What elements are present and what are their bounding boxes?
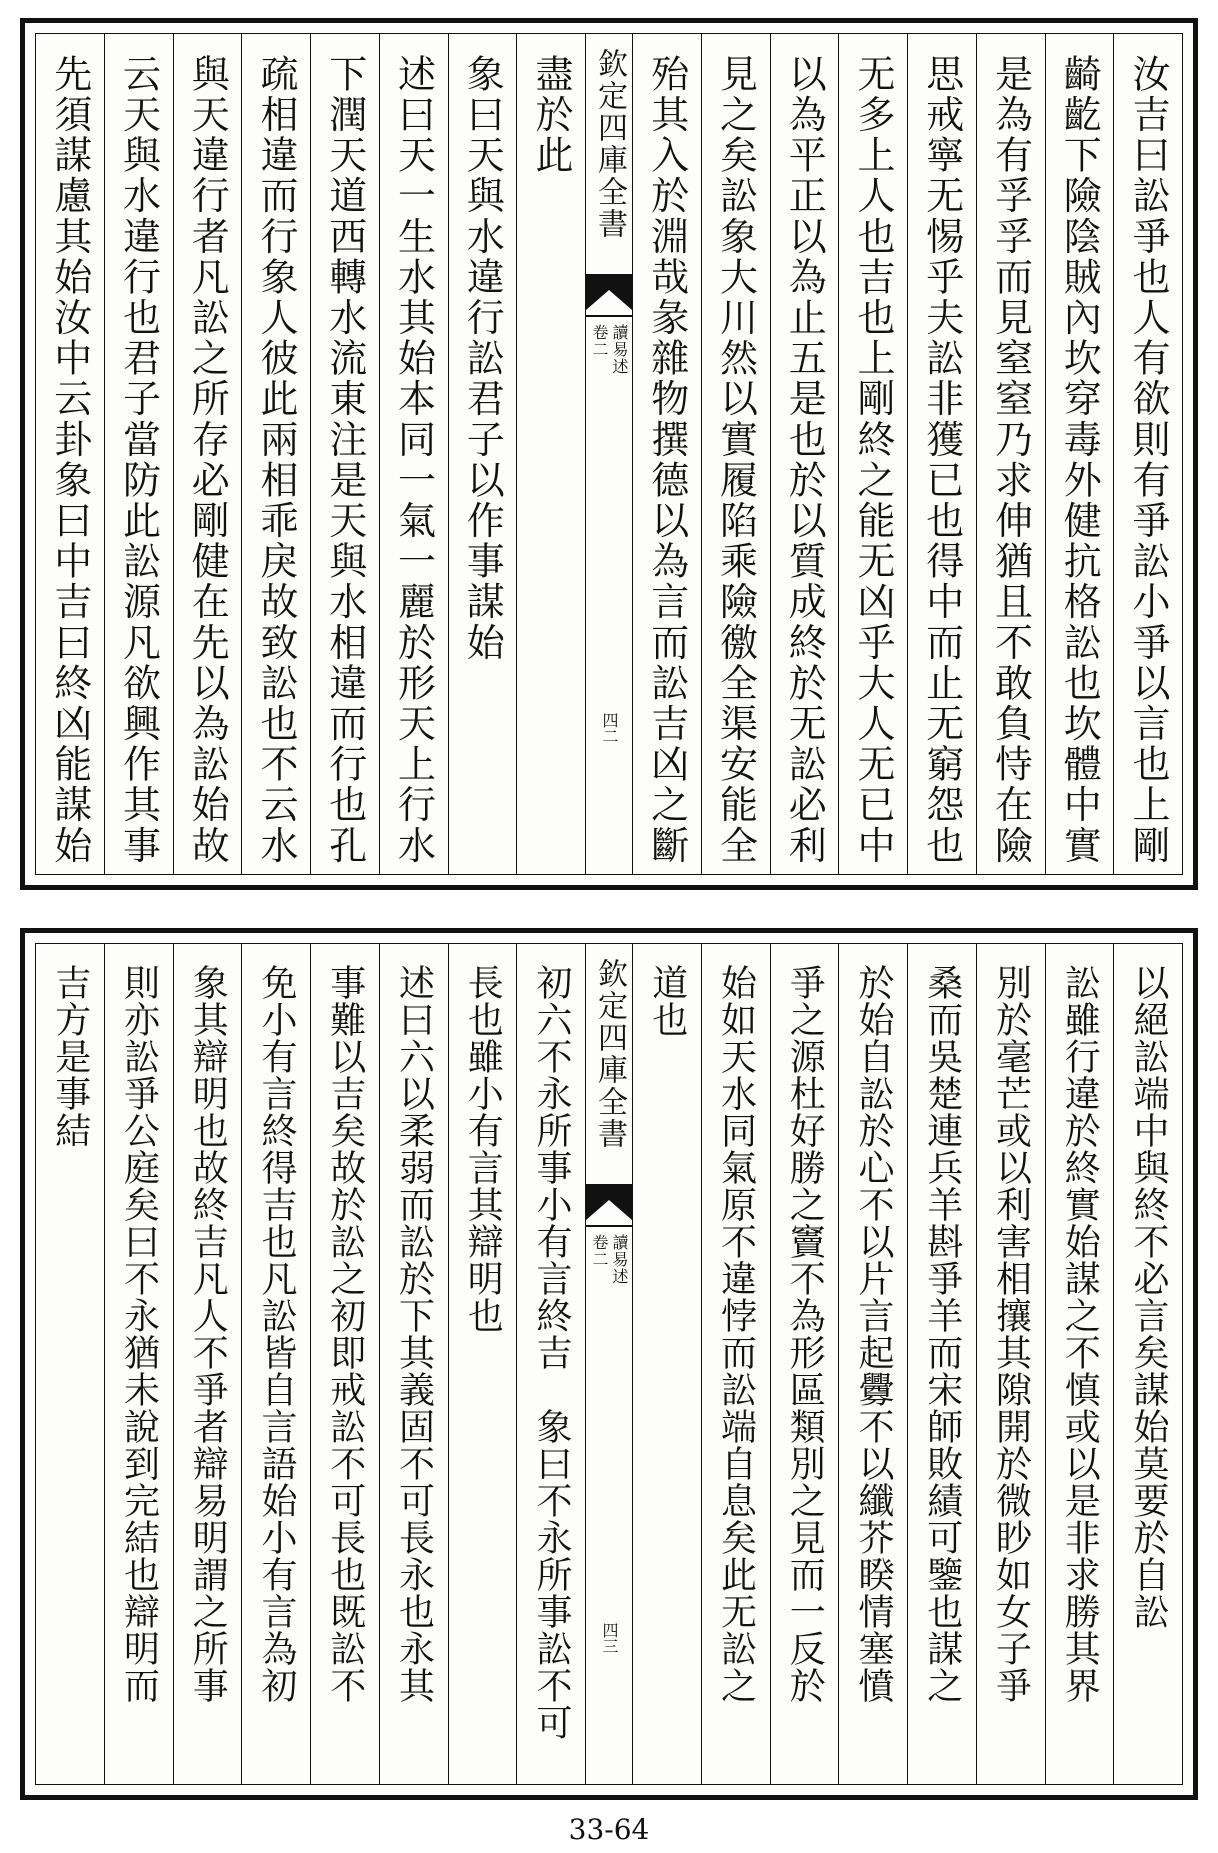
text-column: 下潤天道西轉水流東注是天與水相違而行也孔 — [310, 34, 379, 874]
text-column: 免小有言終得吉也凡訟皆自言語始小有言為初 — [241, 944, 310, 1784]
book-series-title: 欽定四庫全書 — [592, 958, 627, 1150]
text-column: 別於毫芒或以利害相攘其隙開於微眇如女子爭 — [976, 944, 1045, 1784]
text-column: 象其辯明也故終吉凡人不爭者辯易明謂之所事 — [173, 944, 242, 1784]
book-series-title: 欽定四庫全書 — [592, 48, 627, 240]
text-column: 无多上人也吉也上剛終之能无凶乎大人无已中 — [838, 34, 907, 874]
text-column: 盡於此 — [516, 34, 585, 874]
text-column: 見之矣訟象大川然以實履陷乘險徼全渠安能全 — [701, 34, 770, 874]
text-column: 以為平正以為止五是也於以質成終於无訟必利 — [770, 34, 839, 874]
text-grid-top — [35, 33, 1183, 875]
text-column: 則亦訟爭公庭矣曰不永猶未說到完結也辯明而 — [104, 944, 173, 1784]
text-column: 爭之源杜好勝之竇不為形區類別之見而一反於 — [770, 944, 839, 1784]
text-column: 長也雖小有言其辯明也 — [448, 944, 517, 1784]
text-column: 云天與水違行也君子當防此訟源凡欲興作其事 — [104, 34, 173, 874]
text-column: 道也 — [632, 944, 701, 1784]
page-top — [20, 18, 1198, 890]
page-bottom — [20, 928, 1198, 1800]
volume-number: 卷二 — [590, 1234, 609, 1268]
text-column: 事難以吉矣故於訟之初即戒訟不可長也既訟不 — [310, 944, 379, 1784]
text-column: 述曰天一生水其始本同一氣一麗於形天上行水 — [379, 34, 448, 874]
text-column: 與天違行者凡訟之所存必剛健在先以為訟始故 — [173, 34, 242, 874]
text-column: 述曰六以柔弱而訟於下其義固不可長永也永其 — [379, 944, 448, 1784]
text-column: 吉方是事結 — [49, 964, 91, 1149]
page-footer-number: 33-64 — [568, 1813, 650, 1846]
text-column: 象曰天與水違行訟君子以作事謀始 — [448, 34, 517, 874]
book-name: 讀易述 — [610, 324, 629, 375]
book-name: 讀易述 — [610, 1234, 629, 1285]
text-column: 訟雖行違於終實始謀之不慎或以是非求勝其界 — [1045, 944, 1114, 1784]
text-column: 汝吉曰訟爭也人有欲則有爭訟小爭以言也上剛 — [1113, 34, 1182, 874]
center-fold — [585, 34, 632, 874]
text-column: 以絕訟端中與終不必言矣謀始莫要於自訟 — [1113, 944, 1182, 1784]
center-fold — [585, 944, 632, 1784]
text-column: 思戒寧无惕乎夫訟非獲已也得中而止无窮怨也 — [907, 34, 976, 874]
text-column: 始如天水同氣原不違悖而訟端自息矣此无訟之 — [701, 944, 770, 1784]
text-grid-bottom — [35, 943, 1183, 1785]
volume-number: 卷二 — [590, 324, 609, 358]
text-column: 疏相違而行象人彼此兩相乖戾故致訟也不云水 — [241, 34, 310, 874]
leaf-number: 四二 — [600, 712, 619, 744]
fish-tail-mark-icon — [586, 274, 632, 318]
text-column: 初六不永所事小有言終吉 象曰不永所事訟不可 — [516, 944, 585, 1784]
text-column: 齮齕下險陰賊內坎穿毒外健抗格訟也坎體中實 — [1045, 34, 1114, 874]
leaf-number: 四三 — [600, 1622, 619, 1654]
text-column: 桑而吳楚連兵羊斟爭羊而宋師敗績可鑒也謀之 — [907, 944, 976, 1784]
fish-tail-mark-icon — [586, 1184, 632, 1228]
text-column: 於始自訟於心不以片言起釁不以纖芥睽情塞憤 — [838, 944, 907, 1784]
text-column: 先須謀慮其始汝中云卦象曰中吉曰終凶能謀始 — [47, 54, 92, 866]
text-column: 是為有孚孚而見窒窒乃求伸猶且不敢負恃在險 — [976, 34, 1045, 874]
text-column: 殆其入於淵哉彖雜物撰德以為言而訟吉凶之斷 — [632, 34, 701, 874]
